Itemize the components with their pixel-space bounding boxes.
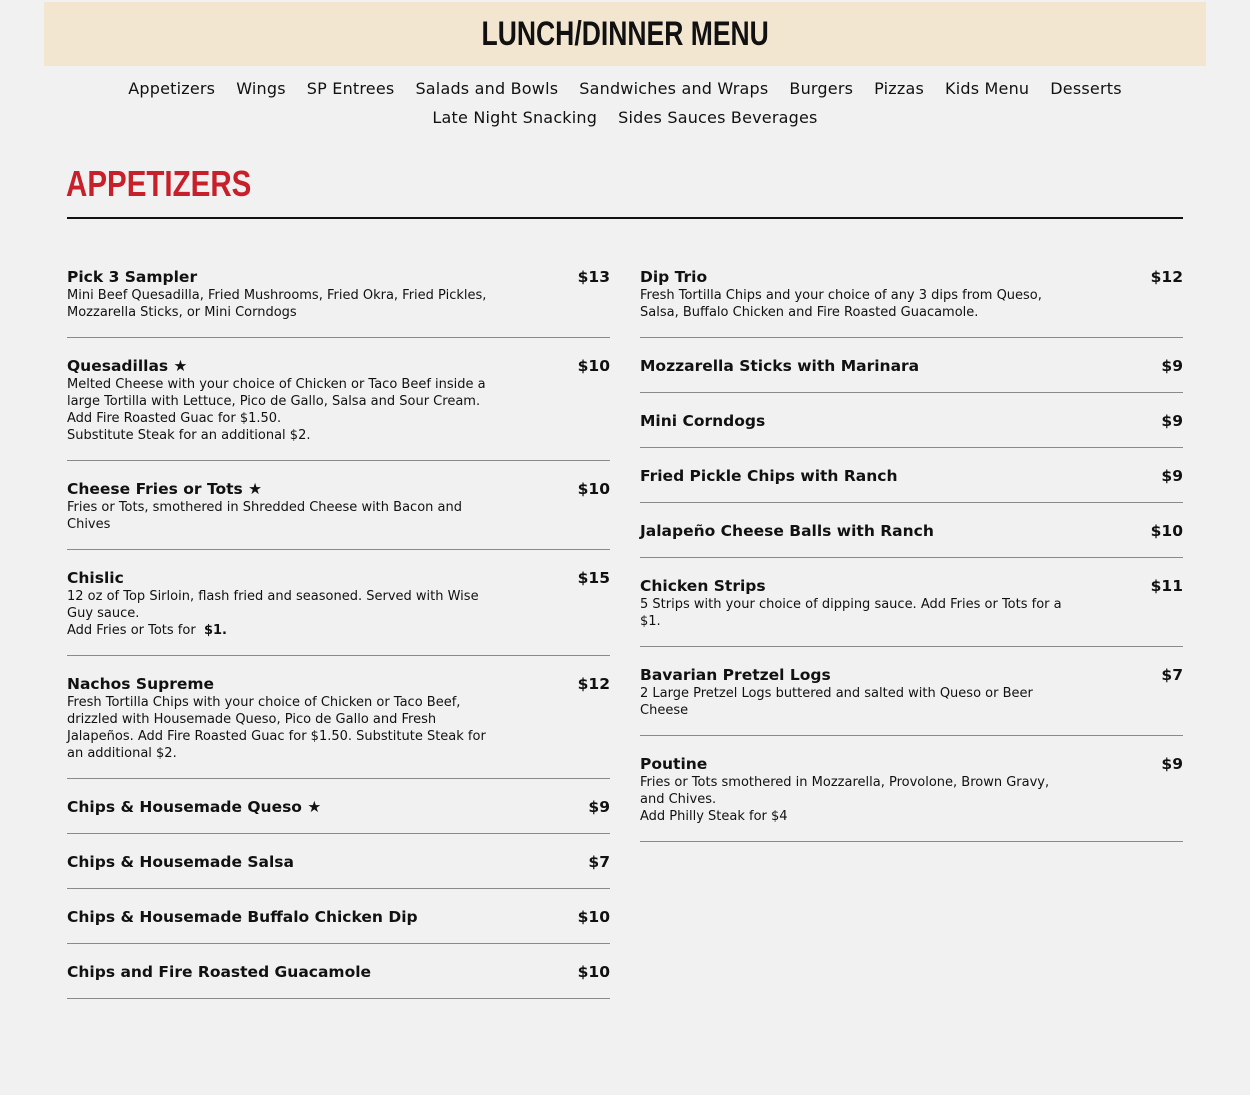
menu-item [640,260,1183,338]
menu-item-price: $9 [1161,412,1183,430]
description-line: Fries or Tots, smothered in Shredded Cheese with Bacon and Chives [67,500,462,532]
menu-item-price: $10 [577,480,610,498]
description-line: 2 Large Pretzel Logs buttered and salted with Queso or Beer Cheese [640,686,1033,718]
description-line: 12 oz of Top Sirloin, flash fried and seasoned. Served with Wise Guy sauce. [67,589,479,621]
menu-item-description [67,376,497,444]
menu-item-description [67,588,497,639]
menu-item [640,514,1183,558]
menu-item-name: Fried Pickle Chips with Ranch [640,467,898,485]
description-line: 5 Strips with your choice of dipping sauce. Add Fries or Tots for a $1. [640,597,1062,629]
menu-item-name: Mozzarella Sticks with Marinara [640,357,920,375]
menu-item-name: Chicken Strips [640,577,766,595]
nav-link-kids-menu[interactable]: Kids Menu [945,79,1030,98]
menu-item-price: $12 [577,675,610,693]
menu-item-price: $15 [577,569,610,587]
menu-item [67,845,610,889]
nav-link-sandwiches-and-wraps[interactable]: Sandwiches and Wraps [579,79,769,98]
menu-item [640,459,1183,503]
menu-item-description [640,685,1070,719]
description-text: Add Fries or Tots for [67,623,196,638]
nav-link-salads-and-bowls[interactable]: Salads and Bowls [415,79,559,98]
category-nav-row [0,74,1250,103]
description-line [67,622,497,639]
menu-item [67,667,610,779]
menu-item [67,260,610,338]
menu-item-price: $11 [1150,577,1183,595]
description-line: Fresh Tortilla Chips and your choice of any 3 dips from Queso, Salsa, Buffalo Chicken and Fire Roasted Guacamole. [640,288,1042,320]
menu-header-banner [44,2,1206,66]
menu-item-description [67,694,497,762]
menu-item-description [67,287,497,321]
menu-item-name: Nachos Supreme [67,675,215,693]
description-line: Fries or Tots smothered in Mozzarella, Provolone, Brown Gravy, and Chives. [640,775,1050,807]
menu-item-price: $7 [588,853,610,871]
menu-item-price: $9 [588,798,610,816]
menu-item [67,561,610,656]
menu-item-description [67,499,497,533]
menu-item-price: $9 [1161,357,1183,375]
description-price: $1. [203,623,227,638]
nav-link-appetizers[interactable]: Appetizers [128,79,216,98]
menu-column-left [67,260,610,1010]
menu-item-price: $9 [1161,467,1183,485]
menu-item [640,569,1183,647]
description-line: Substitute Steak for an additional $2. [67,428,311,443]
menu-item-price: $10 [577,908,610,926]
menu-item [640,404,1183,448]
menu-item-name: Chips & Housemade Queso ★ [67,798,322,816]
section-title: APPETIZERS [66,163,252,204]
menu-item-name: Poutine [640,755,708,773]
menu-item-price: $12 [1150,268,1183,286]
menu-item-price: $10 [577,357,610,375]
nav-link-wings[interactable]: Wings [236,79,286,98]
description-line: Melted Cheese with your choice of Chicken or Taco Beef inside a large Tortilla with Lettuce, Pico de Gallo, Salsa and Sour Cream. [67,377,486,409]
description-line: Mini Beef Quesadilla, Fried Mushrooms, Fried Okra, Fried Pickles, Mozzarella Sticks, or Mini Corndogs [67,288,487,320]
nav-link-desserts[interactable]: Desserts [1050,79,1122,98]
page-title: LUNCH/DINNER MENU [481,14,769,53]
menu-item [640,349,1183,393]
menu-item [640,658,1183,736]
menu-item-description [640,774,1070,825]
menu-item-name: Chislic [67,569,124,587]
menu-item-name: Chips and Fire Roasted Guacamole [67,963,372,981]
menu-item-name: Bavarian Pretzel Logs [640,666,831,684]
description-line: Fresh Tortilla Chips with your choice of Chicken or Taco Beef, drizzled with Housemade Queso, Pico de Gallo and Fresh Jalapeños. Add Fire Roasted Guac for $1.50. Substitute Steak for an additional $2. [67,695,486,761]
menu-item-name: Chips & Housemade Buffalo Chicken Dip [67,908,418,926]
description-line: Add Fire Roasted Guac for $1.50. [67,411,282,426]
menu-column-right [640,260,1183,853]
menu-item-price: $10 [577,963,610,981]
menu-item-name: Quesadillas ★ [67,357,188,375]
menu-item-name: Dip Trio [640,268,708,286]
menu-item [640,747,1183,842]
description-line: Add Philly Steak for $4 [640,809,788,824]
category-nav-row [0,103,1250,132]
menu-item-price: $7 [1161,666,1183,684]
menu-item [67,790,610,834]
menu-item-name: Cheese Fries or Tots ★ [67,480,263,498]
nav-link-sides-sauces-beverages[interactable]: Sides Sauces Beverages [618,108,818,127]
nav-link-sp-entrees[interactable]: SP Entrees [306,79,395,98]
menu-item-price: $10 [1150,522,1183,540]
menu-item [67,900,610,944]
menu-item [67,472,610,550]
menu-item [67,349,610,461]
menu-item-name: Jalapeño Cheese Balls with Ranch [640,522,934,540]
menu-item-name: Chips & Housemade Salsa [67,853,294,871]
menu-item [67,955,610,999]
menu-item-description [640,596,1070,630]
menu-item-description [640,287,1070,321]
nav-link-late-night-snacking[interactable]: Late Night Snacking [432,108,598,127]
menu-item-name: Pick 3 Sampler [67,268,198,286]
menu-item-price: $13 [577,268,610,286]
nav-link-pizzas[interactable]: Pizzas [874,79,925,98]
menu-item-price: $9 [1161,755,1183,773]
nav-link-burgers[interactable]: Burgers [789,79,854,98]
section-divider [67,217,1183,219]
category-nav [0,74,1250,132]
menu-item-name: Mini Corndogs [640,412,766,430]
